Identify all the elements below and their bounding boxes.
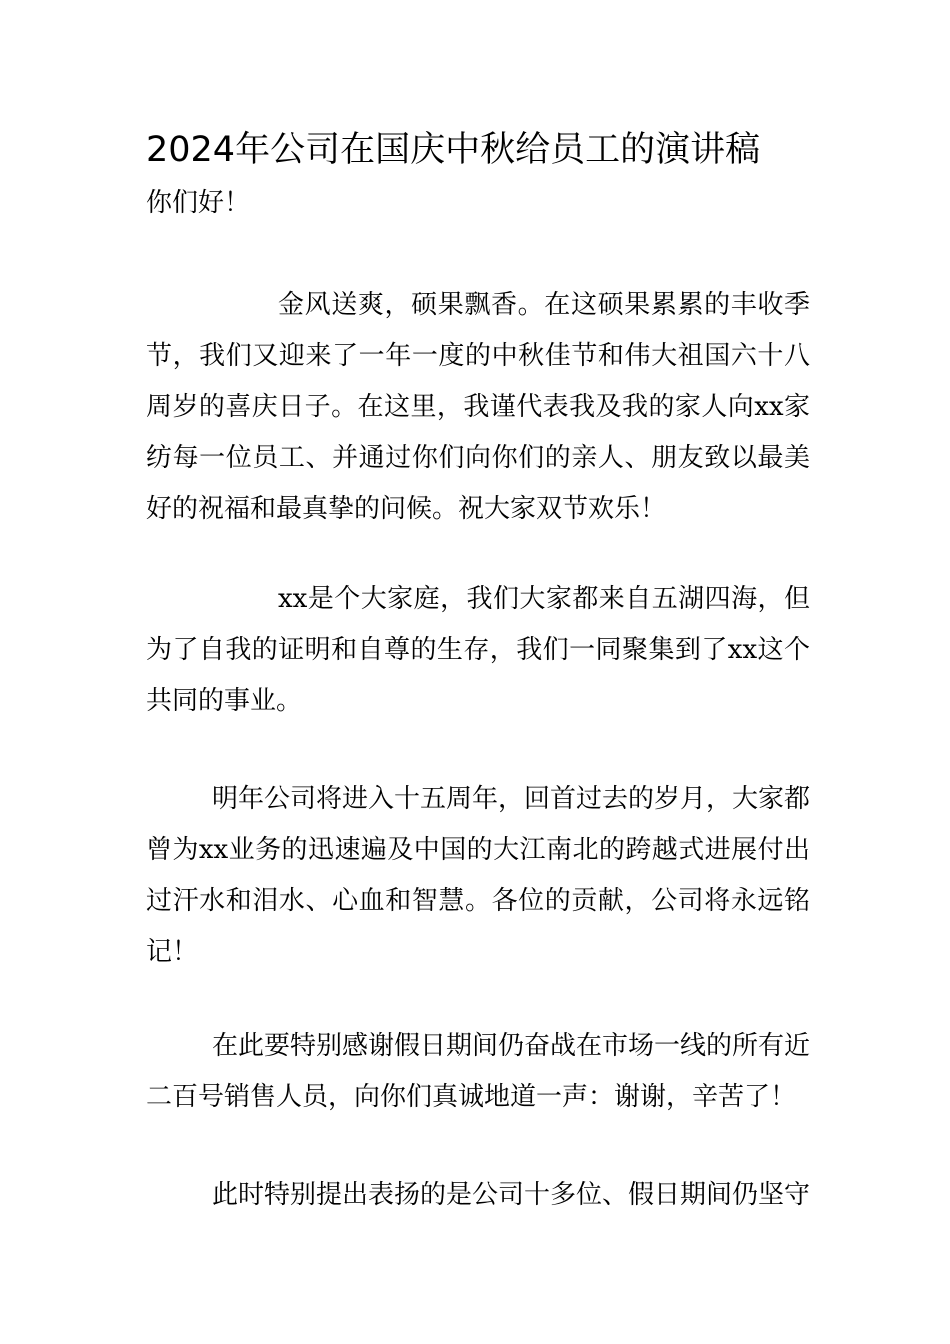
paragraph-line: 为了自我的证明和自尊的生存，我们一同聚集到了xx这个 — [146, 635, 810, 665]
paragraph-line: 过汗水和泪水、心血和智慧。各位的贡献，公司将永远铭 — [146, 886, 810, 916]
paragraph-line: 二百号销售人员，向你们真诚地道一声：谢谢，辛苦了！ — [146, 1082, 797, 1112]
paragraph-line: 曾为xx业务的迅速遍及中国的大江南北的跨越式进展付出 — [146, 835, 810, 865]
paragraph-3 — [146, 774, 810, 978]
greeting-text — [146, 178, 810, 229]
paragraph-line: 共同的事业。 — [146, 686, 303, 716]
paragraph-line: 金风送爽，硕果飘香。在这硕果累累的丰收季 — [278, 290, 810, 320]
paragraph-2 — [146, 574, 810, 727]
paragraph-5 — [146, 1170, 810, 1221]
greeting-line: 你们好！ — [146, 188, 251, 218]
paragraph-line: 记！ — [146, 937, 199, 967]
paragraph-line: 节，我们又迎来了一年一度的中秋佳节和伟大祖国六十八 — [146, 341, 810, 371]
paragraph-line: 好的祝福和最真挚的问候。祝大家双节欢乐！ — [146, 494, 667, 524]
paragraph-line: 此时特别提出表扬的是公司十多位、假日期间仍坚守 — [212, 1180, 811, 1210]
paragraph-line: 周岁的喜庆日子。在这里，我谨代表我及我的家人向xx家 — [146, 392, 810, 422]
document-title: 2024年公司在国庆中秋给员工的演讲稿 — [146, 130, 761, 170]
paragraph-4 — [146, 1021, 810, 1123]
paragraph-line: 明年公司将进入十五周年，回首过去的岁月，大家都 — [212, 784, 811, 814]
paragraph-line: xx是个大家庭，我们大家都来自五湖四海，但 — [278, 584, 810, 614]
paragraph-line: 在此要特别感谢假日期间仍奋战在市场一线的所有近 — [212, 1031, 811, 1061]
paragraph-1 — [146, 280, 810, 535]
paragraph-line: 纺每一位员工、并通过你们向你们的亲人、朋友致以最美 — [146, 443, 810, 473]
